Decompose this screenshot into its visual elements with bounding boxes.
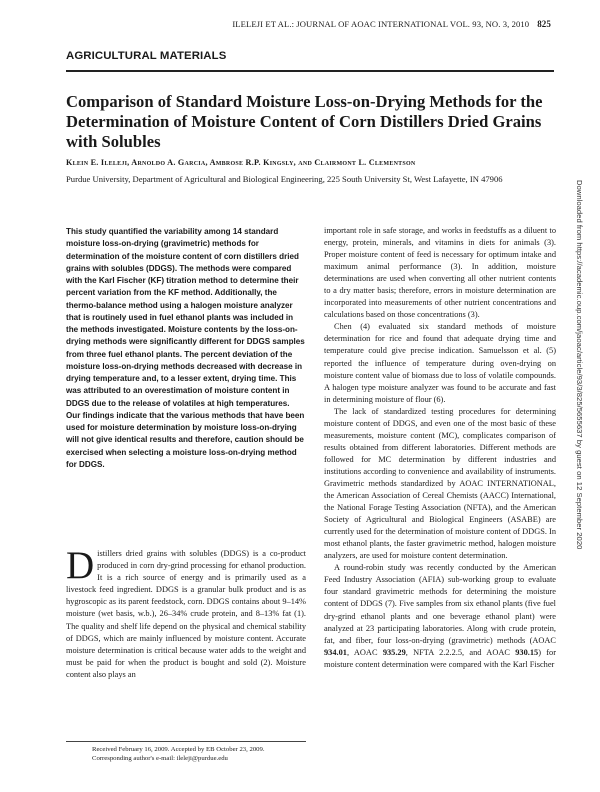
- method-number: 935.29: [382, 647, 406, 657]
- footnote-divider: [66, 741, 306, 742]
- download-watermark: Downloaded from https://academic.oup.com/jaoac/article/93/3/825/5655637 by guest on 12 September 2020: [575, 180, 584, 550]
- page-number: 825: [537, 19, 551, 29]
- method-number: 934.01: [324, 647, 347, 657]
- intro-text: istillers dried grains with solubles (DDGS) is a co-product produced in corn dry-grind processing for ethanol production. It is a rich source of energy and is primarily used as a livestock feed ingredient. DDGS is a granular bulk product and is as hygroscopic as its parent feedstock, corn. DDGS contains about 9–14% moisture (wet basis, w.b.), 26–34% crude protein, and 8–13% fat (1). The quality and shelf life depend on the physical and chemical stability of DDGS, which are mainly influenced by moisture content. Accurate moisture determination is critical because water adds to the weight and must be paid for when the product is bought and sold (2). Moisture content also plays an: [66, 549, 306, 679]
- article-title: Comparison of Standard Moisture Loss-on-Drying Methods for the Determination of Moisture Content of Corn Distillers Dried Grains with Solubles: [66, 92, 543, 151]
- running-head-text: ILELEJI ET AL.: JOURNAL OF AOAC INTERNATIONAL VOL. 93, NO. 3, 2010: [232, 19, 530, 29]
- drop-cap: D: [66, 544, 95, 587]
- paragraph-text: ) for moisture content determination were compared with the Karl Fischer: [324, 647, 557, 669]
- running-head: [232, 19, 551, 29]
- paragraph-text: , AOAC: [346, 647, 383, 657]
- paragraph: [324, 562, 556, 670]
- paragraph: Chen (4) evaluated six standard methods of moisture determination for rice and found that adequate drying time and temperature could give precise indication. Samuelsson et al. (5) reported the influence of temperature during oven-drying on moisture content value of biomass due to loss of volatile compounds. A halogen type moisture analyzer was found to be accurate and fast in determining moisture of flour (6).: [324, 322, 556, 404]
- paragraph: The lack of standardized testing procedures for determining moisture content of DDGS, and even one of the most basic of these measurements, moisture content (MC), complicates comparison of results obtained from different laboratories. Different methods are followed for MC determination by different industries and institutions according to convenience and availability of instruments. Gravimetric methods standardized by AOAC INTERNATIONAL, the American Association of Cereal Chemists (AACC) International, the National Forage Testing Association (NFTA), and the American Society of Agricultural and Biological Engineers (ASABE) are currently used for the determination of moisture content of DDGS. In most ethanol plants, the faster gravimetric method, halogen moisture analyzers, are used for moisture content determination.: [324, 406, 556, 561]
- abstract: This study quantified the variability among 14 standard moisture loss-on-drying (gravimetric) methods for determination of the moisture content of corn distillers dried grains with solubles (DDGS). The methods were compared with the Karl Fischer (KF) titration method to determine their percent variation from the KF method. Additionally, the thermo-balance method using a halogen moisture analyzer that is routinely used in fuel ethanol plants was included in the methods investigated. Moisture contents by the loss-on-drying methods were significantly different for DDGS samples from three fuel ethanol plants. The percent deviation of the moisture loss-on-drying methods decreased with decrease in drying temperature and, to a lesser extent, drying time. This was attributed to an overestimation of moisture content in DDGS due to the release of volatiles at high temperatures. Our findings indicate that the various methods that have been used for moisture determination by moisture loss-on-drying will not give identical results and therefore, caution should be exercised when selecting a moisture loss-on-drying method for DDGS.: [66, 227, 305, 469]
- affiliation: Purdue University, Department of Agricultural and Biological Engineering, 225 South University St, West Lafayette, IN 47906: [66, 174, 503, 184]
- method-number: 930.15: [515, 647, 539, 657]
- section-label: AGRICULTURAL MATERIALS: [66, 50, 227, 62]
- corresponding-author-note: Corresponding author's e-mail: ileleji@purdue.edu: [92, 755, 228, 763]
- right-column: [324, 225, 556, 671]
- author-list: Klein E. Ileleji, Arnoldo A. Garcia, Ambrose R.P. Kingsly, and Clairmont L. Clementson: [66, 158, 416, 167]
- received-note: Received February 16, 2009. Accepted by EB October 23, 2009.: [92, 746, 265, 753]
- paragraph-text: , NFTA 2.2.2.5, and AOAC: [405, 647, 516, 657]
- intro-paragraph: [66, 544, 306, 681]
- footnotes: [92, 745, 306, 764]
- section-divider: [66, 70, 554, 72]
- paragraph: important role in safe storage, and works in feedstuffs as a diluent to energy, protein, minerals, and vitamins in diets for animals (3). Proper moisture content of feed is necessary for optimum intake and maximum animal performance (3). In addition, moisture determinations are used when converting all other nutrient contents to a dry matter basis; therefore, errors in moisture determination are incorporated into measurements of other nutrient concentrations and calculations based on those concentrations (3).: [324, 226, 556, 320]
- paragraph-text: A round-robin study was recently conducted by the American Feed Industry Association (AFIA) sub-working group to evaluate four standard gravimetric methods for determining the moisture content of DDGS (7). Five samples from six ethanol plants (five fuel dry-grind ethanol plants and one beverage ethanol plant) were analyzed at 23 participating laboratories. Along with crude protein, fat, and fiber, four loss-on-drying (gravimetric) methods (AOAC: [324, 563, 556, 645]
